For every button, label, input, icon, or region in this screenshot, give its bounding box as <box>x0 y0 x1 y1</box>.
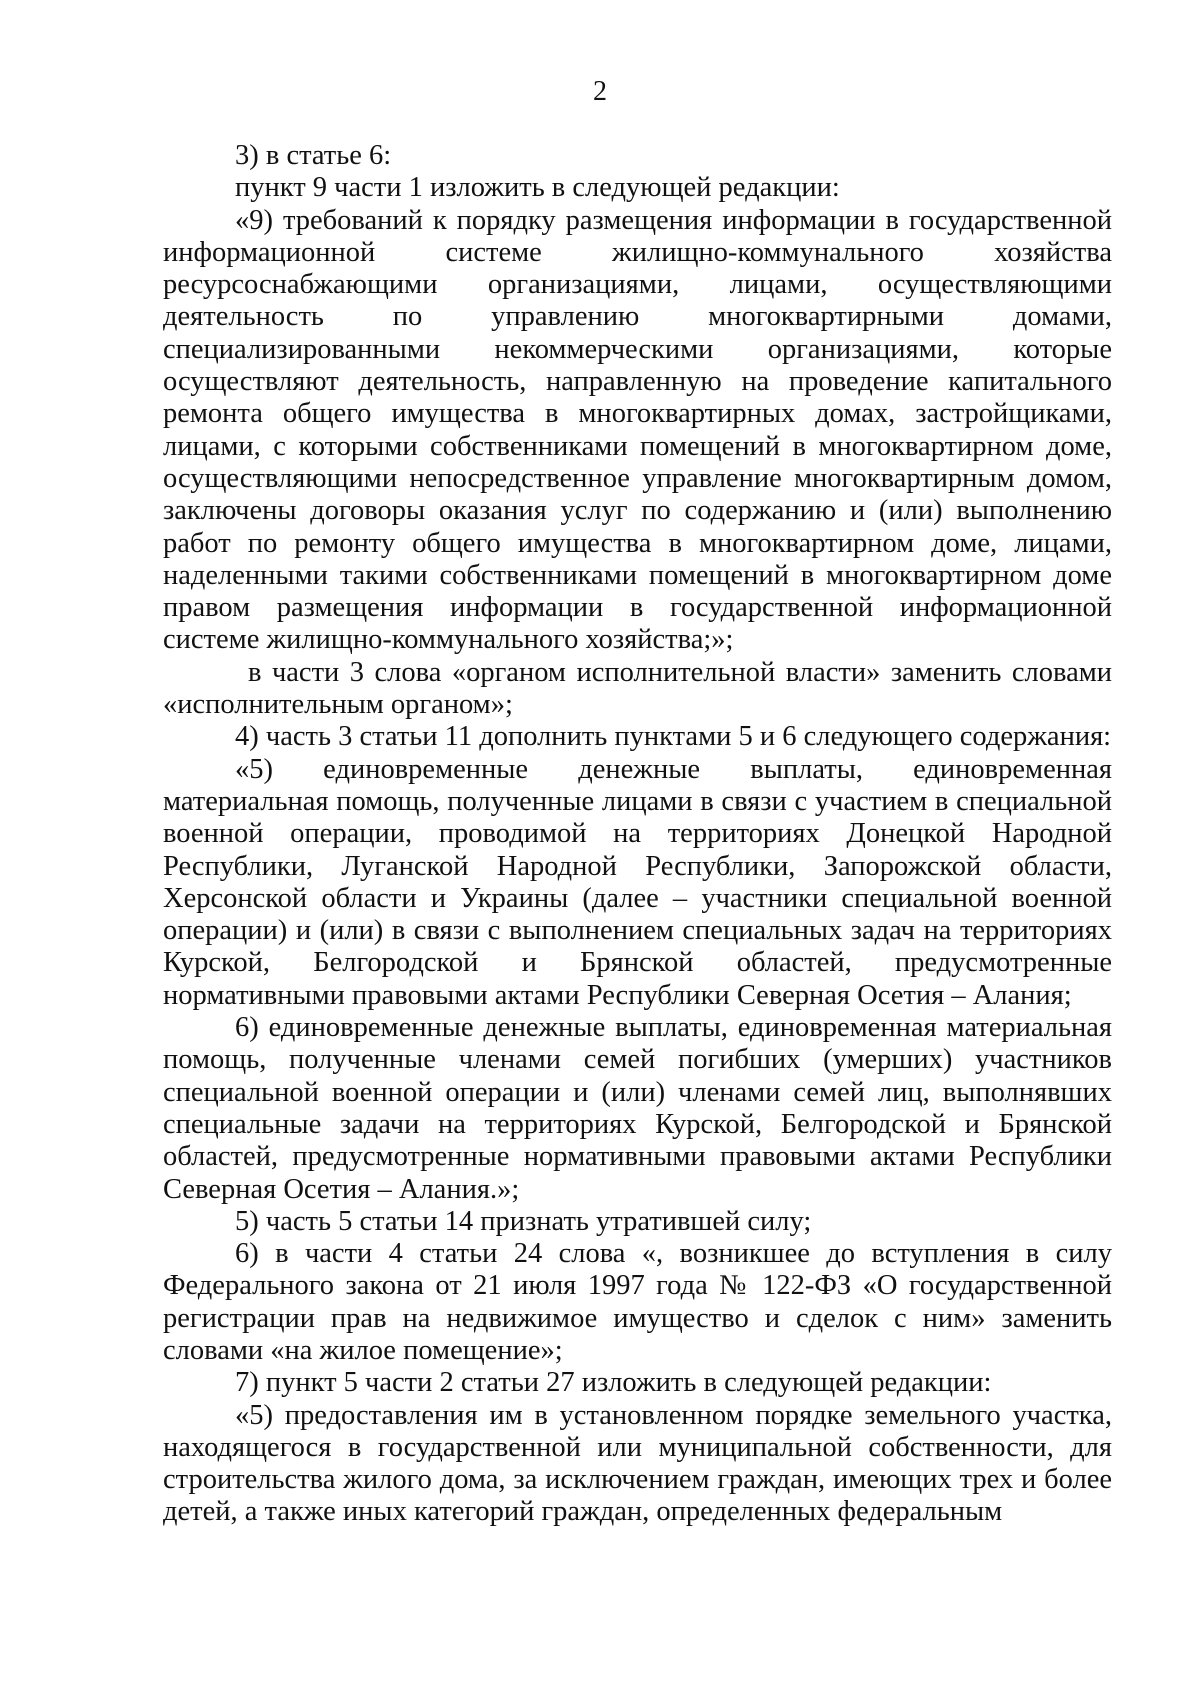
page-number: 2 <box>593 76 607 107</box>
paragraph-item-9-intro: пункт 9 части 1 изложить в следующей редакции: <box>235 172 840 204</box>
paragraph-article-11-amendment: 4) часть 3 статьи 11 дополнить пунктами 5 и 6 следующего содержания: <box>235 721 1112 753</box>
paragraph-item-5-payments: «5) единовременные денежные выплаты, единовременная материальная помощь, полученные лицами в связи с участием в специальной военной операции, проводимой на территориях Донецкой Народной Республики, Луганской Народной Республики, Запорожской области, Херсонской области и Украины (далее – участники специальной военной операции) и (или) в связи с выполнением специальных задач на территориях Курской, Белгородской и Брянской областей, предусмотренные нормативными правовыми актами Республики Северная Осетия – Алания; <box>163 753 1112 1011</box>
paragraph-article-6-heading: 3) в статье 6: <box>235 140 392 171</box>
paragraph-article-27-item-5: «5) предоставления им в установленном порядке земельного участка, находящегося в государственной или муниципальной собственности, для строительства жилого дома, за исключением граждан, имеющих трех и более детей, а также иных категорий граждан, определенных федеральным <box>163 1399 1112 1528</box>
paragraph-article-27-intro: 7) пункт 5 части 2 статьи 27 изложить в следующей редакции: <box>235 1367 992 1399</box>
paragraph-article-24-amendment: 6) в части 4 статьи 24 слова «, возникшее до вступления в силу Федерального закона от 21 июля 1997 года № 122-ФЗ «О государственной регистрации прав на недвижимое имущество и сделок с ним» заменить словами «на жилое помещение»; <box>163 1238 1112 1366</box>
document-body <box>163 140 1112 1529</box>
paragraph-part-3-amendment: в части 3 слова «органом исполнительной власти» заменить словами «исполнительным органом»; <box>163 656 1112 721</box>
paragraph-item-9-text: «9) требований к порядку размещения информации в государственной информационной системе жилищно-коммунального хозяйства ресурсоснабжающими организациями, лицами, осуществляющими деятельность по управлению многоквартирными домами, специализированными некоммерческими организациями, которые осуществляют деятельность, направленную на проведение капитального ремонта общего имущества в многоквартирных домах, застройщиками, лицами, с которыми собственниками помещений в многоквартирном доме, осуществляющими непосредственное управление многоквартирным домом, заключены договоры оказания услуг по содержанию и (или) выполнению работ по ремонту общего имущества в многоквартирном доме, лицами, наделенными такими собственниками помещений в многоквартирном доме правом размещения информации в государственной информационной системе жилищно-коммунального хозяйства;»; <box>163 204 1112 656</box>
paragraph-item-6-payments: 6) единовременные денежные выплаты, единовременная материальная помощь, полученные членами семей погибших (умерших) участников специальной военной операции и (или) членами семей лиц, выполнявших специальные задачи на территориях Курской, Белгородской и Брянской областей, предусмотренные нормативными правовыми актами Республики Северная Осетия – Алания.»; <box>163 1012 1112 1205</box>
paragraph-article-14-amendment: 5) часть 5 статьи 14 признать утратившей силу; <box>235 1205 812 1237</box>
